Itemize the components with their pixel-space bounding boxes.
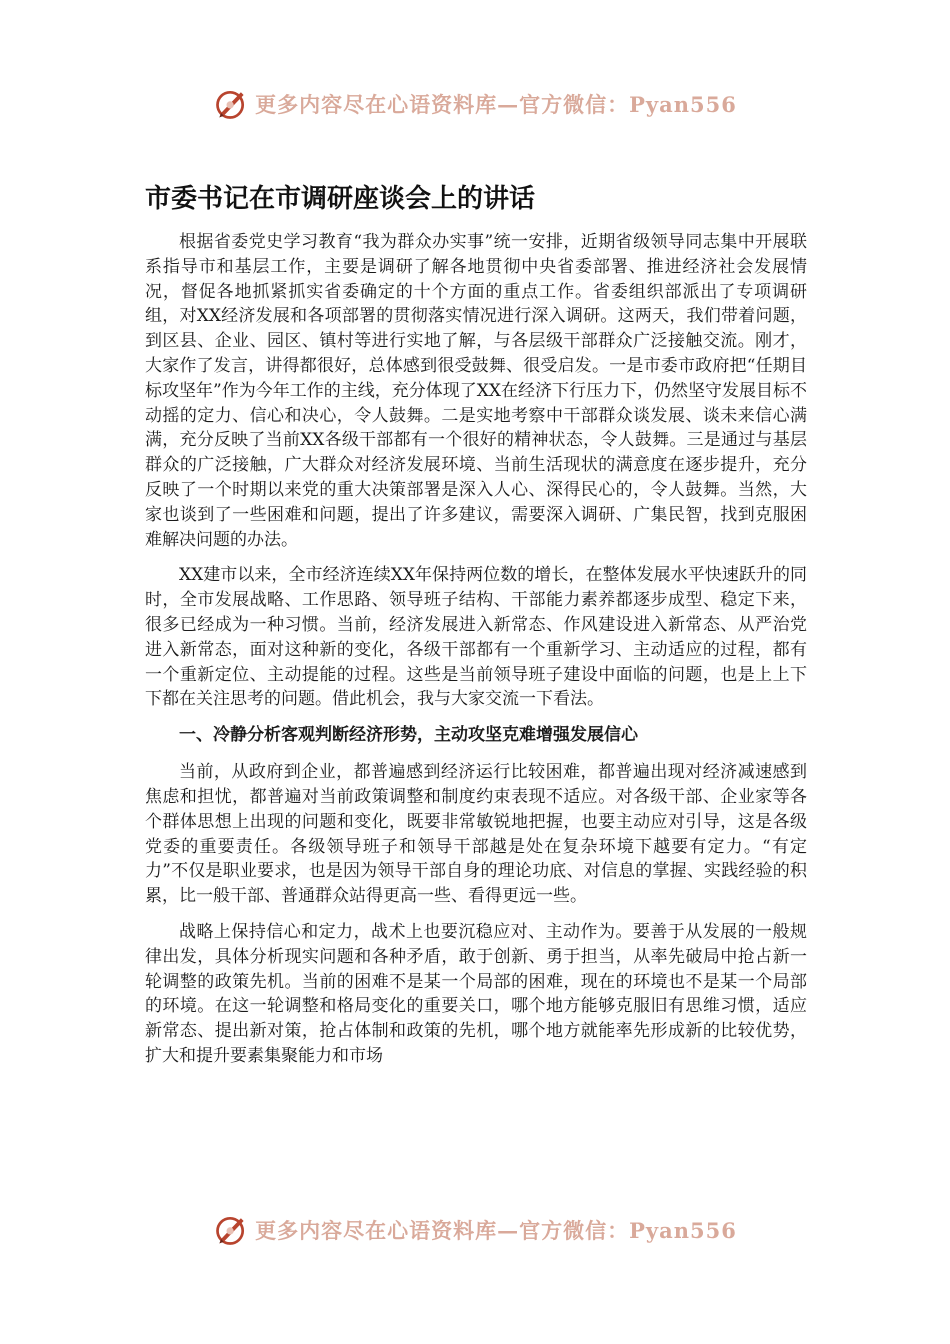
page-title: 市委书记在市调研座谈会上的讲话: [145, 184, 536, 214]
document-body: [145, 230, 807, 1080]
section-heading-1: 一、冷静分析客观判断经济形势，主动攻坚克难增强发展信心: [179, 725, 638, 746]
banner-text: 更多内容尽在心语资料库—官方微信：Pyan556: [255, 92, 737, 117]
header-banner: [0, 84, 950, 124]
banner-text: 更多内容尽在心语资料库—官方微信：Pyan556: [255, 1218, 737, 1243]
pen-circle-logo-icon: [213, 86, 249, 122]
paragraph-2: XX建市以来，全市经济连续XX年保持两位数的增长，在整体发展水平快速跃升的同时，全市发展战略、工作思路、领导班子结构、干部能力素养都逐步成型、稳定下来，很多已经成为一种习惯。当前，经济发展进入新常态、作风建设进入新常态、从严治党进入新常态，面对这种新的变化，各级干部都有一个重新学习、主动适应的过程，都有一个重新定位、主动提能的过程。这些是当前领导班子建设中面临的问题，也是上上下下都在关注思考的问题。借此机会，我与大家交流一下看法。: [145, 565, 807, 710]
paragraph-4: 战略上保持信心和定力，战术上也要沉稳应对、主动作为。要善于从发展的一般规律出发，具体分析现实问题和各种矛盾，敢于创新、勇于担当，从率先破局中抢占新一轮调整的政策先机。当前的困难不是某一个局部的困难，现在的环境也不是某一个局部的环境。在这一轮调整和格局变化的重要关口，哪个地方能够克服旧有思维习惯，适应新常态、提出新对策，抢占体制和政策的先机，哪个地方就能率先形成新的比较优势，扩大和提升要素集聚能力和市场: [145, 921, 807, 1066]
paragraph-1: 根据省委党史学习教育“我为群众办实事”统一安排，近期省级领导同志集中开展联系指导市和基层工作，主要是调研了解各地贯彻中央省委部署、推进经济社会发展情况，督促各地抓紧抓实省委确定的十个方面的重点工作。省委组织部派出了专项调研组，对XX经济发展和各项部署的贯彻落实情况进行深入调研。这两天，我们带着问题，到区县、企业、园区、镇村等进行实地了解，与各层级干部群众广泛接触交流。刚才，大家作了发言，讲得都很好，总体感到很受鼓舞、很受启发。一是市委市政府把“任期目标攻坚年”作为今年工作的主线，充分体现了XX在经济下行压力下，仍然坚守发展目标不动摇的定力、信心和决心，令人鼓舞。二是实地考察中干部群众谈发展、谈未来信心满满，充分反映了当前XX各级干部都有一个很好的精神状态，令人鼓舞。三是通过与基层群众的广泛接触，广大群众对经济发展环境、当前生活现状的满意度在逐步提升，充分反映了一个时期以来党的重大决策部署是深入人心、深得民心的，令人鼓舞。当然，大家也谈到了一些困难和问题，提出了许多建议，需要深入调研、广集民智，找到克服困难解决问题的办法。: [145, 232, 807, 550]
footer-banner: [0, 1210, 950, 1250]
pen-circle-logo-icon: [213, 1212, 249, 1248]
paragraph-3: 当前，从政府到企业，都普遍感到经济运行比较困难，都普遍出现对经济减速感到焦虑和担忧，都普遍对当前政策调整和制度约束表现不适应。对各级干部、企业家等各个群体思想上出现的问题和变化，既要非常敏锐地把握，也要主动应对引导，这是各级党委的重要责任。各级领导班子和领导干部越是处在复杂环境下越要有定力。“有定力”不仅是职业要求，也是因为领导干部自身的理论功底、对信息的掌握、实践经验的积累，比一般干部、普通群众站得更高一些、看得更远一些。: [145, 762, 807, 907]
